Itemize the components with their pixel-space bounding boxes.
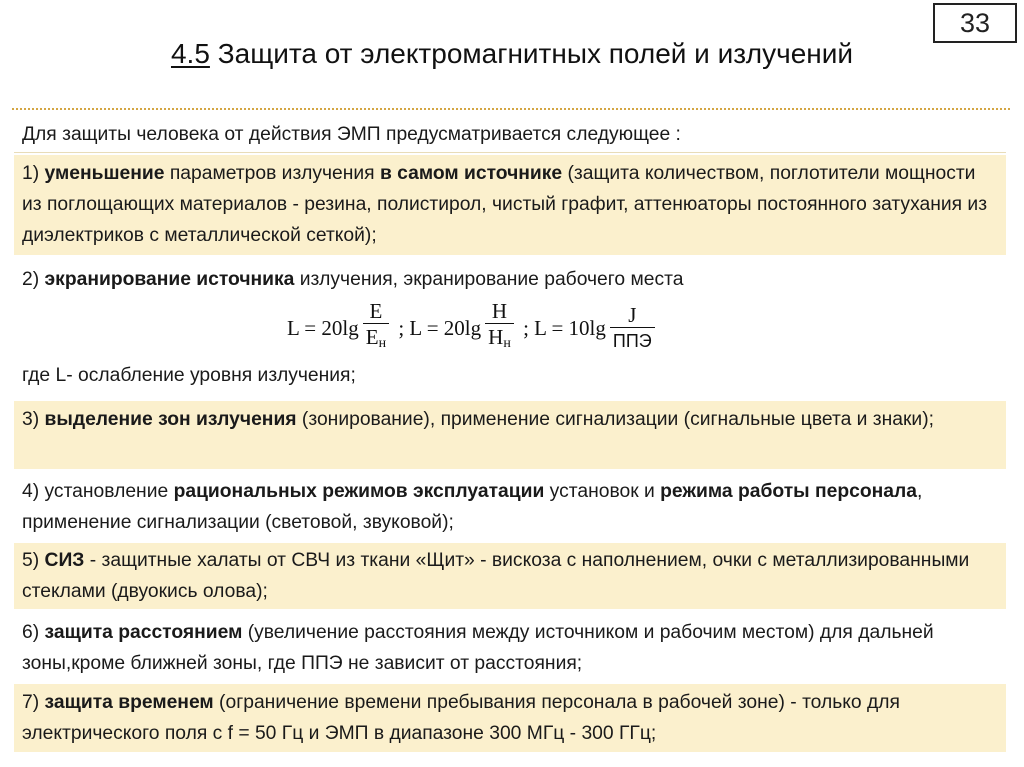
- list-item-1: [14, 155, 1006, 255]
- list-item-3: [14, 401, 1006, 469]
- item-bold: СИЗ: [44, 550, 85, 571]
- item-bold: защита временем: [44, 692, 214, 713]
- item-bold: уменьшение: [44, 163, 165, 184]
- list-item-6: [14, 615, 1006, 681]
- intro-text: [14, 118, 1006, 152]
- fraction-j: [610, 303, 655, 354]
- item-text: (зонирование), применение сигнализации (сигнальные цвета и знаки);: [296, 409, 934, 430]
- item-text: (ограничение времени пребывания персонала в рабочей зоне) - только для электрического поля с f = 50 Гц и ЭМП в диапазоне 300 МГц - 300 ГГц;: [22, 692, 900, 744]
- fraction-denominator: ППЭ: [610, 327, 655, 354]
- attenuation-formula: [287, 297, 659, 359]
- item-bold: экранирование источника: [44, 269, 295, 290]
- item-text: - защитные халаты от СВЧ из ткани «Щит» - вискоза с наполнением, очки с металлизированными стеклами (двуокись олова);: [22, 550, 970, 602]
- item-2-note: [14, 360, 1006, 392]
- formula-lhs: L = 10lg: [534, 315, 606, 340]
- list-item-7: [14, 684, 1006, 752]
- item-bold: защита расстоянием: [44, 622, 243, 643]
- item-text: 6): [22, 622, 45, 643]
- item-text: установок и: [544, 481, 661, 502]
- item-bold: выделение зон излучения: [44, 409, 297, 430]
- item-text: , применение сигнализации (световой, звуковой);: [22, 481, 923, 533]
- item-bold: режима работы персонала: [660, 481, 917, 502]
- item-text: излучения, экранирование рабочего места: [294, 269, 684, 290]
- title-number: 4.5: [170, 38, 210, 69]
- formula-lhs: L = 20lg: [287, 315, 359, 340]
- slide-title: [0, 38, 1024, 70]
- intro-label: Для защиты человека от действия ЭМП предусматривается следующее :: [22, 124, 681, 145]
- item-bold: рациональных режимов эксплуатации: [173, 481, 545, 502]
- note-text: где L- ослабление уровня излучения;: [22, 365, 356, 386]
- item-text: (защита количеством, поглотители мощности из поглощающих материалов - резина, полистирол, чистый графит, аттенюаторы постоянного затухания из диэлектриков с металлической сеткой);: [22, 163, 988, 246]
- item-text: (увеличение расстояния между источником и рабочим местом) для дальней зоны,кроме ближней зоны, где ППЭ не зависит от расстояния;: [22, 622, 934, 674]
- formula-separator: ;: [517, 315, 535, 340]
- fraction-e: [363, 299, 389, 357]
- fraction-denominator: $H_н$: [485, 323, 514, 357]
- item-text: 2): [22, 269, 45, 290]
- item-text: 3): [22, 409, 45, 430]
- list-item-4: [14, 474, 1006, 540]
- fraction-numerator: E: [369, 299, 383, 323]
- item-text: 4) установление: [22, 481, 174, 502]
- title-divider: [12, 108, 1010, 110]
- page-number: 33: [933, 3, 1017, 43]
- separator: [14, 152, 1006, 153]
- formula-lhs: L = 20lg: [409, 315, 482, 340]
- list-item-2: [14, 264, 1006, 298]
- item-text: параметров излучения: [164, 163, 380, 184]
- item-text: 5): [22, 550, 45, 571]
- fraction-numerator: H: [491, 299, 508, 323]
- item-bold: в самом источнике: [379, 163, 563, 184]
- item-text: 7): [22, 692, 45, 713]
- list-item-5: [14, 543, 1006, 609]
- item-text: 1): [22, 163, 45, 184]
- formula-separator: ;: [393, 315, 410, 340]
- fraction-denominator: $E_н$: [363, 323, 389, 357]
- fraction-numerator: J: [628, 302, 637, 327]
- fraction-h: [485, 299, 514, 357]
- title-text: Защита от электромагнитных полей и излучений: [217, 38, 854, 69]
